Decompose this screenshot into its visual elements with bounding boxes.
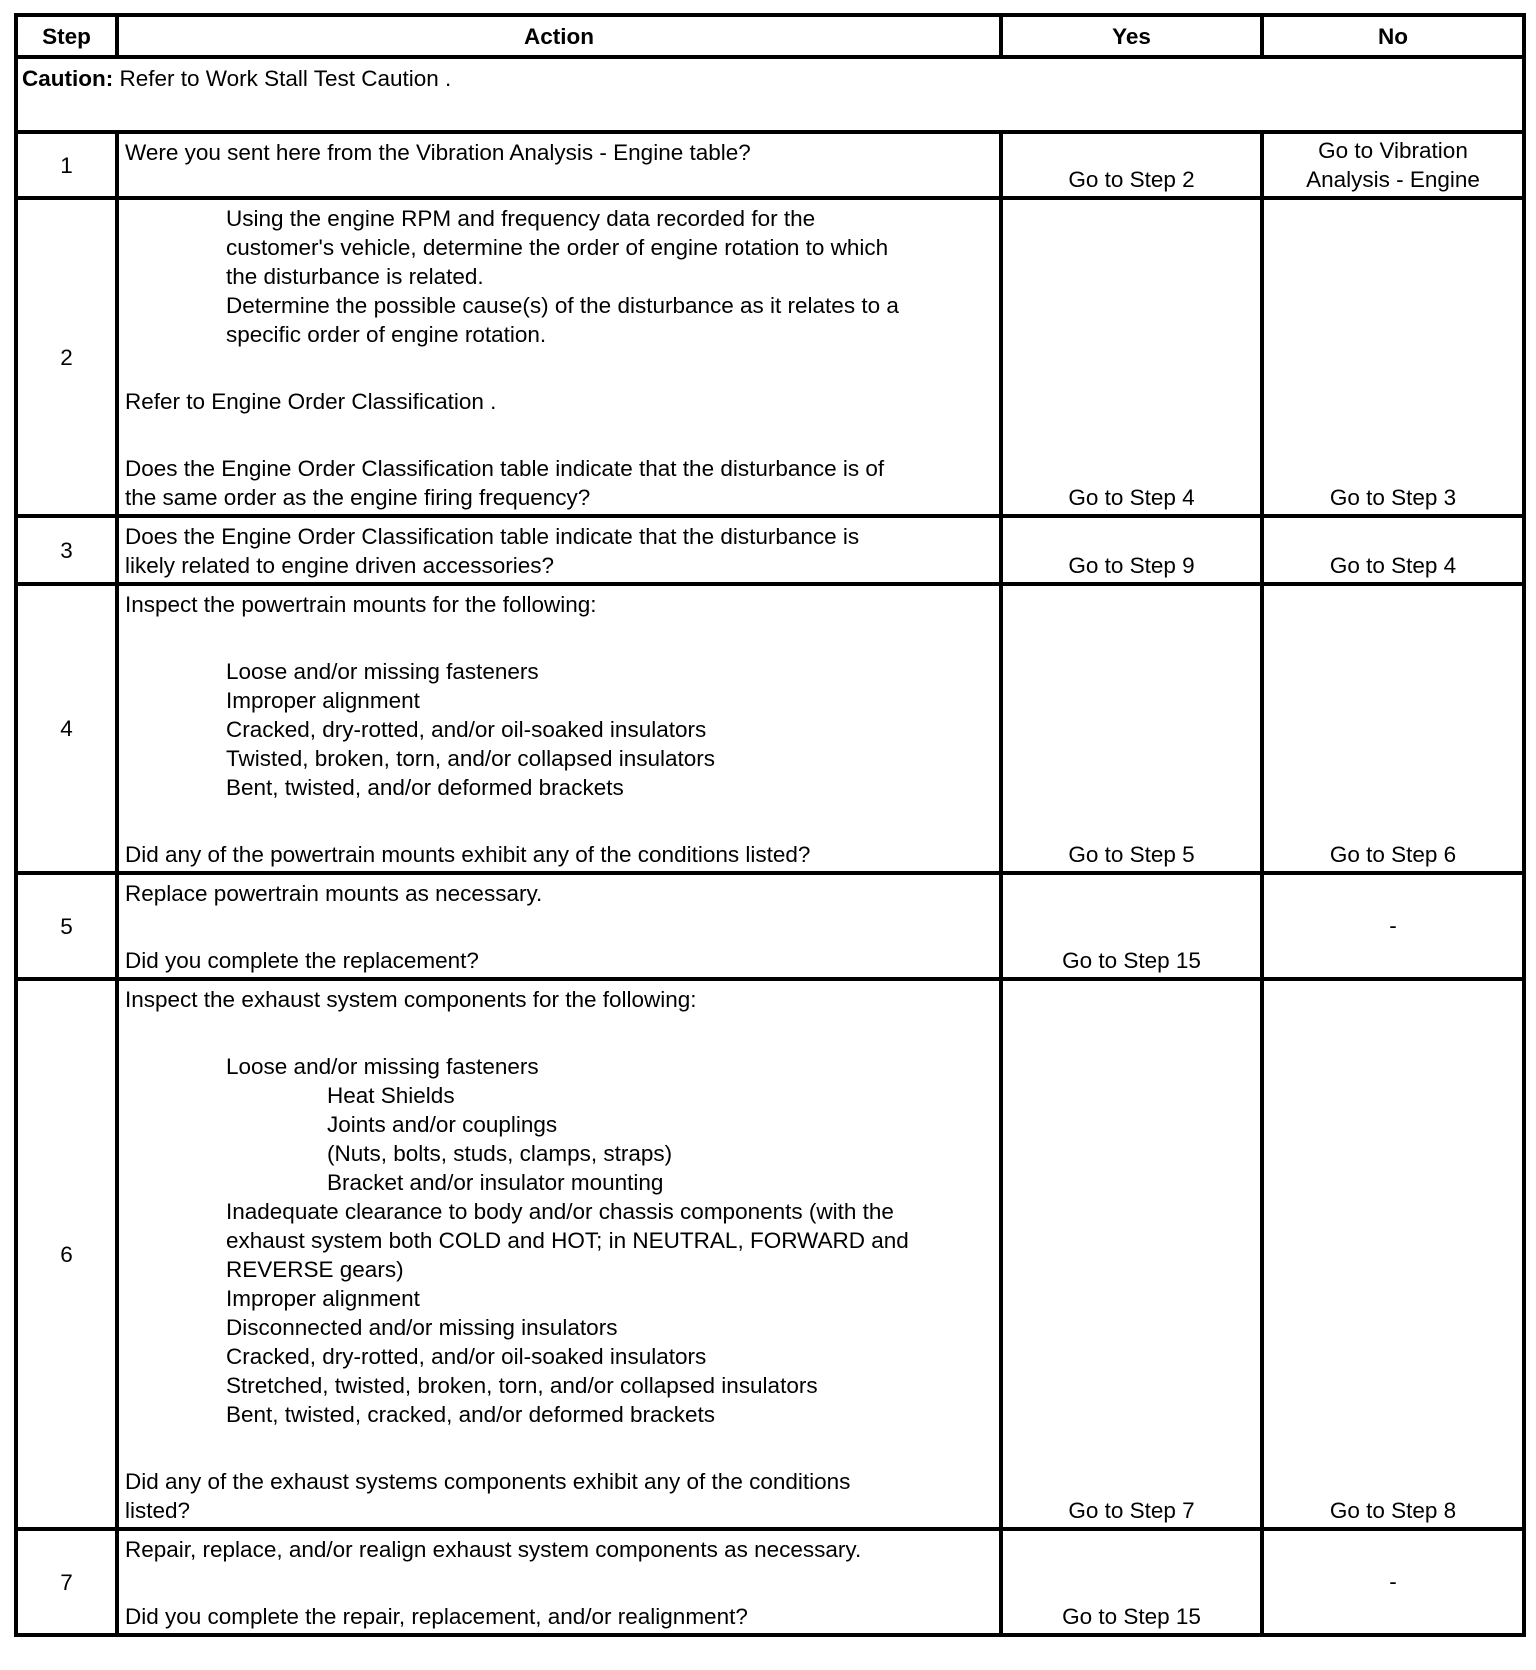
no-cell: Go to Step 8 — [1262, 979, 1524, 1529]
table-row — [16, 198, 1524, 516]
header-row — [16, 15, 1524, 57]
yes-cell: Go to Step 2 — [1001, 132, 1262, 198]
list-item: Loose and/or missing fasteners — [226, 659, 539, 684]
list-item: Bent, twisted, cracked, and/or deformed brackets — [226, 1402, 715, 1427]
list-item: REVERSE gears) — [226, 1257, 404, 1282]
table-row — [16, 132, 1524, 198]
yes-cell: Go to Step 5 — [1001, 584, 1262, 873]
action-question: Did any of the exhaust systems components exhibit any of the conditions — [125, 1469, 851, 1494]
action-intro: Replace powertrain mounts as necessary. — [125, 881, 543, 906]
list-item: Twisted, broken, torn, and/or collapsed insulators — [226, 746, 716, 771]
table-row — [16, 873, 1524, 979]
action-question: Did you complete the repair, replacement, and/or realignment? — [125, 1604, 748, 1629]
list-item: Stretched, twisted, broken, torn, and/or collapsed insulators — [226, 1373, 818, 1398]
action-reference: Refer to Engine Order Classification . — [125, 389, 497, 414]
action-cell — [117, 584, 1001, 873]
list-item: Disconnected and/or missing insulators — [226, 1315, 618, 1340]
yes-cell: Go to Step 4 — [1001, 198, 1262, 516]
action-text: Were you sent here from the Vibration Analysis - Engine table? — [125, 140, 751, 165]
no-cell: Go to Step 3 — [1262, 198, 1524, 516]
action-cell — [117, 516, 1001, 584]
action-question: Does the Engine Order Classification table indicate that the disturbance is of — [125, 456, 885, 481]
table-row — [16, 1529, 1524, 1635]
no-cell: - — [1262, 1529, 1524, 1635]
caution-label: Caution: — [22, 66, 114, 91]
action-intro: Inspect the powertrain mounts for the following: — [125, 592, 597, 617]
list-item: Bent, twisted, and/or deformed brackets — [226, 775, 624, 800]
caution-text: Refer to Work Stall Test Caution . — [113, 66, 452, 91]
caution-cell — [16, 57, 1524, 132]
action-question: the same order as the engine firing frequency? — [125, 485, 591, 510]
table-row — [16, 584, 1524, 873]
no-text: Go to Vibration — [1318, 138, 1468, 163]
action-cell — [117, 132, 1001, 198]
action-intro: Repair, replace, and/or realign exhaust system components as necessary. — [125, 1537, 862, 1562]
yes-cell: Go to Step 15 — [1001, 873, 1262, 979]
list-subitem: Bracket and/or insulator mounting — [327, 1170, 664, 1195]
action-question: Did you complete the replacement? — [125, 948, 479, 973]
header-no: No — [1262, 15, 1524, 57]
step-number: 2 — [16, 198, 117, 516]
yes-cell: Go to Step 7 — [1001, 979, 1262, 1529]
list-subitem: Joints and/or couplings — [327, 1112, 558, 1137]
step-number: 3 — [16, 516, 117, 584]
list-item: customer's vehicle, determine the order of engine rotation to which — [226, 235, 889, 260]
no-cell: Go to Step 6 — [1262, 584, 1524, 873]
action-question: likely related to engine driven accessories? — [125, 553, 554, 578]
yes-cell: Go to Step 9 — [1001, 516, 1262, 584]
diagnostic-table — [14, 13, 1526, 1637]
list-item: Improper alignment — [226, 688, 420, 713]
list-item: specific order of engine rotation. — [226, 322, 547, 347]
yes-cell: Go to Step 15 — [1001, 1529, 1262, 1635]
action-intro: Inspect the exhaust system components for the following: — [125, 987, 697, 1012]
header-action: Action — [117, 15, 1001, 57]
header-step: Step — [16, 15, 117, 57]
action-cell — [117, 198, 1001, 516]
list-item: Loose and/or missing fasteners — [226, 1054, 539, 1079]
list-item: exhaust system both COLD and HOT; in NEUTRAL, FORWARD and — [226, 1228, 909, 1253]
step-number: 7 — [16, 1529, 117, 1635]
list-item: Determine the possible cause(s) of the disturbance as it relates to a — [226, 293, 899, 318]
action-question: Did any of the powertrain mounts exhibit any of the conditions listed? — [125, 842, 811, 867]
list-item: Cracked, dry-rotted, and/or oil-soaked insulators — [226, 717, 707, 742]
step-number: 5 — [16, 873, 117, 979]
action-cell — [117, 873, 1001, 979]
list-item: Improper alignment — [226, 1286, 420, 1311]
list-subitem: (Nuts, bolts, studs, clamps, straps) — [327, 1141, 673, 1166]
list-item: Using the engine RPM and frequency data recorded for the — [226, 206, 816, 231]
no-cell: - — [1262, 873, 1524, 979]
step-number: 4 — [16, 584, 117, 873]
step-number: 6 — [16, 979, 117, 1529]
table-row — [16, 979, 1524, 1529]
action-cell — [117, 1529, 1001, 1635]
action-cell — [117, 979, 1001, 1529]
no-text: Analysis - Engine — [1306, 167, 1480, 192]
list-item: Cracked, dry-rotted, and/or oil-soaked insulators — [226, 1344, 707, 1369]
caution-row — [16, 57, 1524, 132]
no-cell — [1262, 132, 1524, 198]
no-cell: Go to Step 4 — [1262, 516, 1524, 584]
list-item: the disturbance is related. — [226, 264, 484, 289]
list-item: Inadequate clearance to body and/or chassis components (with the — [226, 1199, 894, 1224]
step-number: 1 — [16, 132, 117, 198]
table-row — [16, 516, 1524, 584]
list-subitem: Heat Shields — [327, 1083, 455, 1108]
action-question: Does the Engine Order Classification table indicate that the disturbance is — [125, 524, 860, 549]
header-yes: Yes — [1001, 15, 1262, 57]
action-question: listed? — [125, 1498, 191, 1523]
